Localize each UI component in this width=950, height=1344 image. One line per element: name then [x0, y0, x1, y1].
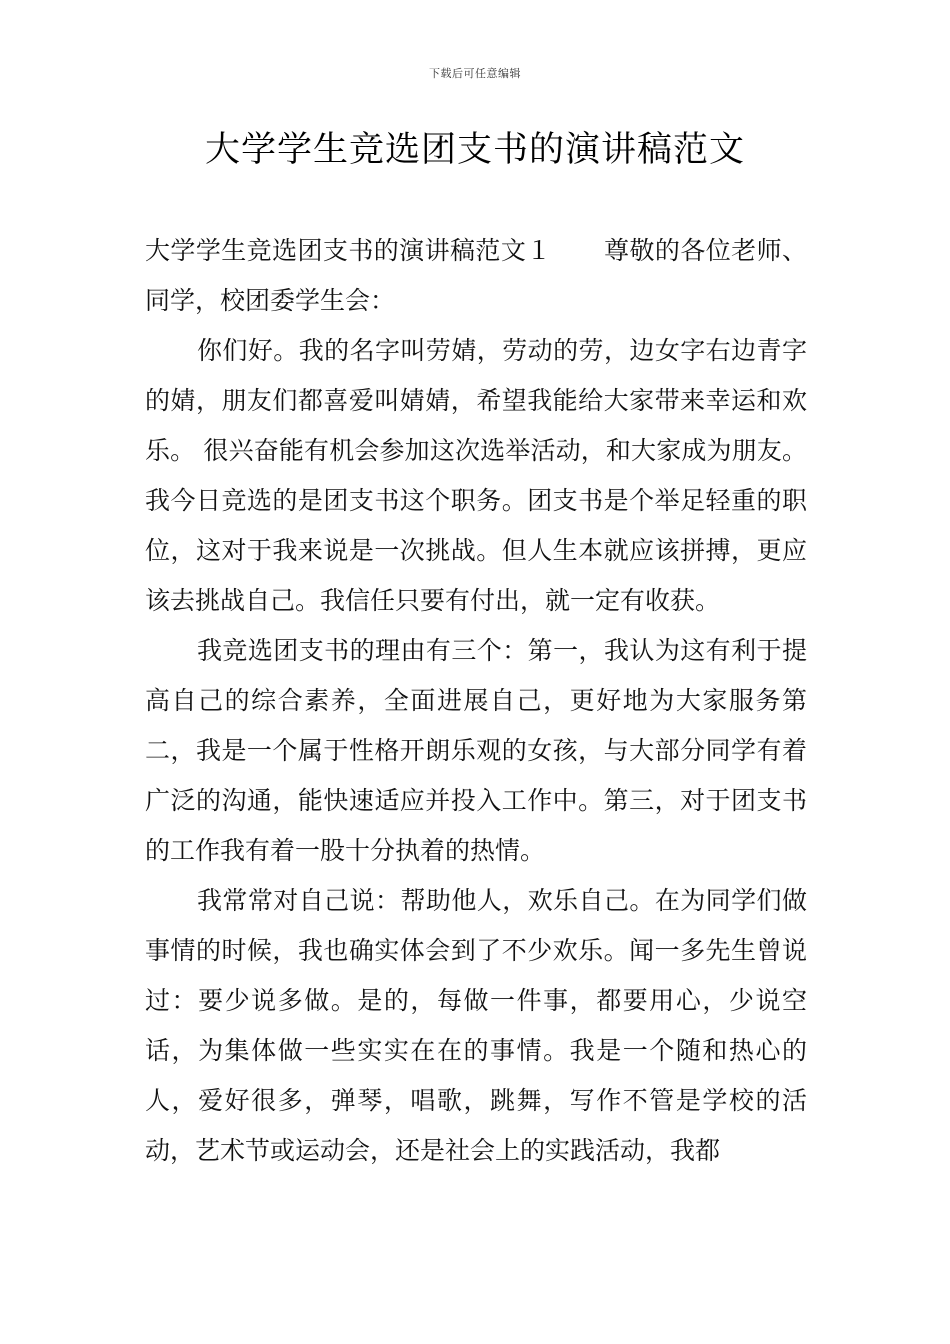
- document-title: 大学学生竞选团支书的演讲稿范文: [204, 130, 745, 170]
- intro-title-reference: 大学学生竞选团支书的演讲稿范文１: [145, 236, 552, 265]
- intro-greeting: 尊敬的各位老师、同学，校团委学生会：: [145, 236, 807, 315]
- header-note: 下载后可任意编辑: [429, 67, 521, 80]
- paragraph-3: 我常常对自己说：帮助他人，欢乐自己。在为同学们做事情的时候，我也确实体会到了不少欢乐。闻一多先生曾说过：要少说多做。是的，每做一件事，都要用心，少说空话，为集体做一些实实在在的事情。我是一个随和热心的人，爱好很多，弹琴，唱歌，跳舞，写作不管是学校的活动，艺术节或运动会，还是社会上的实践活动，我都: [145, 886, 807, 1165]
- paragraph-intro: [145, 226, 807, 326]
- paragraph-2: 我竞选团支书的理由有三个：第一，我认为这有利于提高自己的综合素养，全面进展自己，更好地为大家服务第二，我是一个属于性格开朗乐观的女孩，与大部分同学有着广泛的沟通，能快速适应并投入工作中。第三，对于团支书的工作我有着一股十分执着的热情。: [145, 636, 807, 865]
- document-body: [145, 226, 807, 1176]
- paragraph-1: 你们好。我的名字叫劳婧，劳动的劳，边女字右边青字的婧，朋友们都喜爱叫婧婧，希望我能给大家带来幸运和欢乐。 很兴奋能有机会参加这次选举活动，和大家成为朋友。我今日竞选的是团支书这个职务。团支书是个举足轻重的职位，这对于我来说是一次挑战。但人生本就应该拼搏，更应该去挑战自己。我信任只要有付出，就一定有收获。: [145, 336, 807, 615]
